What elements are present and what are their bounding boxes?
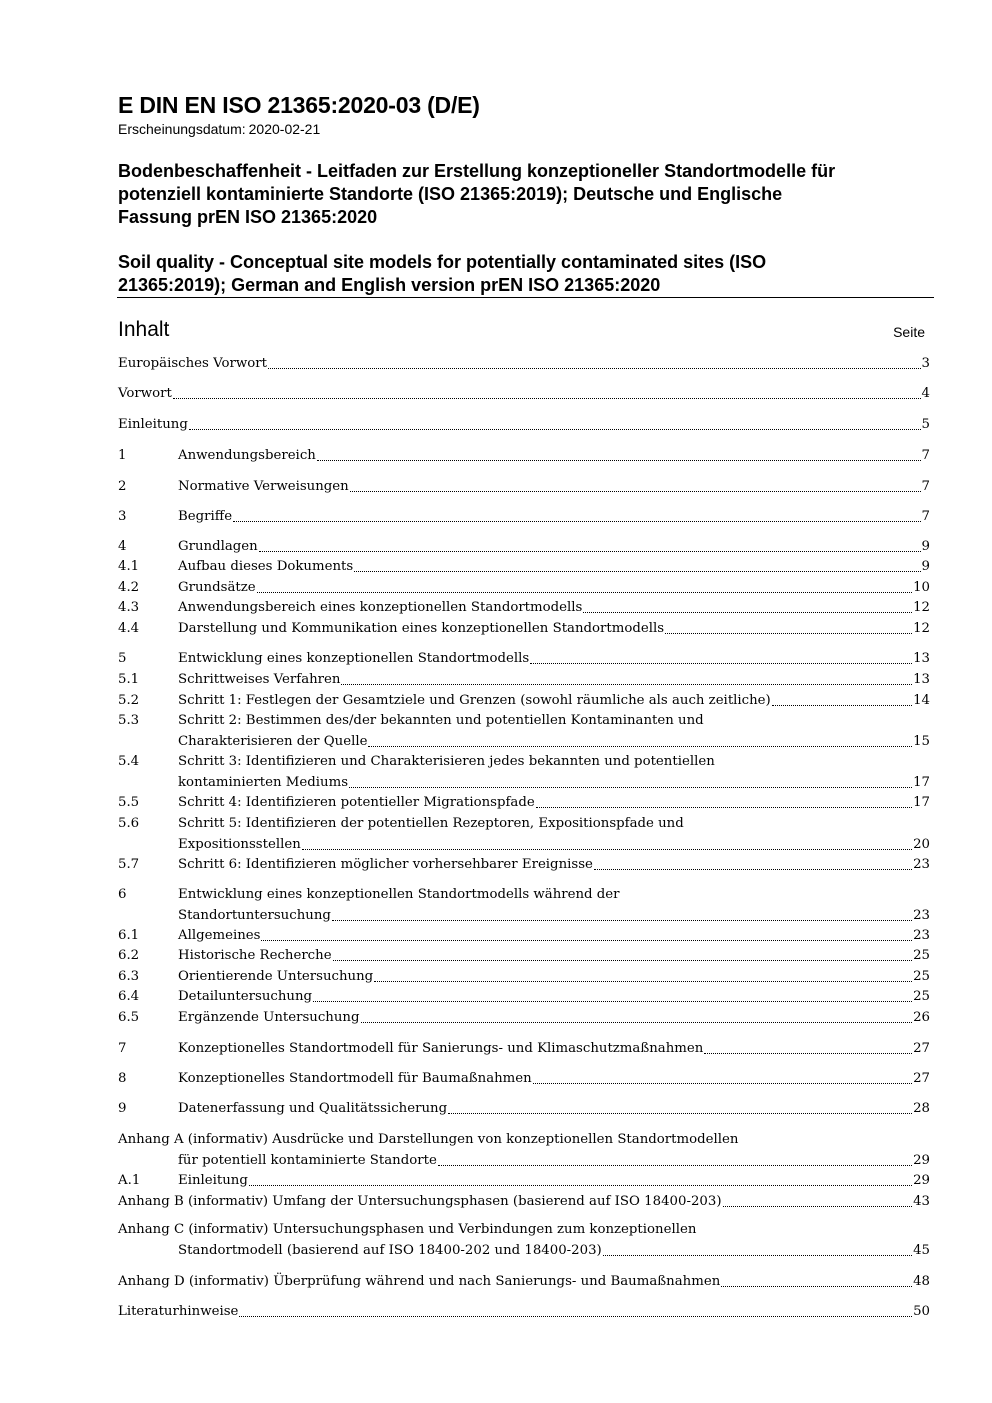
toc-dot-leader — [354, 552, 920, 572]
toc-dot-leader — [536, 788, 912, 808]
toc-entry-title: Standortmodell (basierend auf ISO 18400-202 und 18400-203) — [178, 1243, 602, 1258]
toc-entry-number: 6.4 — [118, 989, 140, 1004]
toc-entry-title: Vorwort — [118, 386, 172, 401]
toc-entry-title: Schritt 6: Identifizieren möglicher vorhersehbarer Ereignisse — [178, 857, 593, 872]
toc-dot-leader — [259, 532, 921, 552]
toc-entry-number: 5.4 — [118, 754, 140, 769]
toc-entry-page: 7 — [921, 448, 930, 463]
toc-entry-page: 9 — [921, 559, 930, 574]
toc-dot-leader — [704, 1034, 912, 1054]
toc-entry[interactable] — [118, 354, 930, 374]
toc-entry-page: 28 — [913, 1101, 930, 1116]
toc-entry-page: 23 — [913, 928, 930, 943]
toc-entry-number: 6 — [118, 887, 127, 902]
toc-entry-page: 12 — [913, 621, 930, 636]
toc-entry-title: Grundlagen — [178, 539, 258, 554]
toc-entry-title: Detailuntersuchung — [178, 989, 313, 1004]
toc-entry[interactable] — [118, 384, 930, 404]
toc-dot-leader — [603, 1236, 912, 1256]
toc-dot-leader — [173, 379, 921, 399]
toc-entry-title: Einleitung — [178, 1173, 248, 1188]
toc-dot-leader — [533, 1064, 912, 1084]
toc-dot-leader — [313, 982, 912, 1002]
toc-entry[interactable] — [118, 1008, 930, 1028]
toc-entry-number: 5.3 — [118, 713, 140, 728]
toc-entry-title: Schritt 2: Bestimmen des/der bekannten und potentiellen Kontaminanten und — [178, 713, 704, 728]
toc-entry-page: 45 — [913, 1243, 930, 1258]
toc-entry-page: 27 — [913, 1071, 930, 1086]
toc-entry-number: 5.5 — [118, 795, 140, 810]
toc-heading: Inhalt — [118, 318, 170, 341]
toc-entry-title: Expositionsstellen — [178, 837, 301, 852]
toc-entry-number: 9 — [118, 1101, 127, 1116]
toc-dot-leader — [317, 441, 921, 461]
toc-entry-title: Anhang B (informativ) Umfang der Untersuchungsphasen (basierend auf ISO 18400-203) — [118, 1194, 722, 1209]
toc-dot-leader — [268, 349, 921, 369]
toc-entry[interactable] — [118, 446, 930, 466]
toc-entry-title: Anhang A (informativ) Ausdrücke und Darstellungen von konzeptionellen Standortmodellen — [118, 1132, 739, 1147]
toc-entry-page: 7 — [921, 509, 930, 524]
title-german-line: potenziell kontaminierte Standorte (ISO 21365:2019); Deutsche und Englische — [118, 184, 783, 204]
toc-entry-page: 14 — [913, 693, 930, 708]
toc-entry-title: Standortuntersuchung — [178, 908, 331, 923]
toc-entry[interactable] — [118, 1241, 930, 1261]
toc-entry-title: Schrittweises Verfahren — [178, 672, 341, 687]
toc-entry[interactable] — [118, 1039, 930, 1059]
standard-number: E DIN EN ISO 21365:2020-03 (D/E) — [118, 92, 480, 118]
toc-entry-title: kontaminierten Mediums — [178, 775, 349, 790]
toc-dot-leader — [257, 573, 912, 593]
toc-entry-number: 5 — [118, 651, 127, 666]
toc-dot-leader — [233, 502, 920, 522]
toc-entry[interactable] — [118, 855, 930, 875]
toc-dot-leader — [721, 1267, 912, 1287]
toc-entry-title: Grundsätze — [178, 580, 256, 595]
toc-dot-leader — [189, 410, 921, 430]
toc-entry-number: 8 — [118, 1071, 127, 1086]
toc-entry[interactable] — [118, 1099, 930, 1119]
toc-entry-page: 29 — [913, 1153, 930, 1168]
toc-entry-title: Schritt 4: Identifizieren potentieller Migrationspfade — [178, 795, 535, 810]
toc-entry-title: Schritt 3: Identifizieren und Charakterisieren jedes bekannten und potentiellen — [178, 754, 715, 769]
toc-entry-page: 20 — [913, 837, 930, 852]
toc-entry-number: 6.5 — [118, 1010, 140, 1025]
toc-dot-leader — [368, 727, 912, 747]
toc-entry[interactable] — [118, 619, 930, 639]
toc-entry-page: 50 — [913, 1304, 930, 1319]
toc-entry-number: 4.4 — [118, 621, 140, 636]
toc-dot-leader — [361, 1003, 913, 1023]
publication-date-label: Erscheinungsdatum: — [118, 121, 246, 137]
toc-dot-leader — [772, 686, 912, 706]
toc-entry-title: Anhang D (informativ) Überprüfung während und nach Sanierungs- und Baumaßnahmen — [118, 1274, 721, 1289]
toc-entry-number: 2 — [118, 479, 127, 494]
toc-entry-title: Datenerfassung und Qualitätssicherung — [178, 1101, 448, 1116]
toc-entry-page: 13 — [913, 672, 930, 687]
toc-entry-number: A.1 — [118, 1173, 141, 1188]
toc-dot-leader — [332, 901, 912, 921]
toc-entry-title: für potentiell kontaminierte Standorte — [178, 1153, 437, 1168]
toc-dot-leader — [350, 472, 921, 492]
toc-entry-page: 48 — [913, 1274, 930, 1289]
title-english-line: Soil quality - Conceptual site models for potentially contaminated sites (ISO — [118, 252, 767, 272]
toc-entry-page: 17 — [913, 795, 930, 810]
toc-entry[interactable] — [118, 1302, 930, 1322]
toc-entry-page: 17 — [913, 775, 930, 790]
toc-entry-page: 4 — [921, 386, 930, 401]
toc-entry-number: 3 — [118, 509, 127, 524]
toc-entry-title: Begriffe — [178, 509, 233, 524]
toc-entry-title: Konzeptionelles Standortmodell für Baumaßnahmen — [178, 1071, 532, 1086]
toc-entry-title: Entwicklung eines konzeptionellen Standortmodells — [178, 651, 530, 666]
toc-dot-leader — [341, 665, 912, 685]
toc-entry-title: Darstellung und Kommunikation eines konzeptionellen Standortmodells — [178, 621, 665, 636]
toc-entry[interactable] — [118, 415, 930, 435]
toc-entry-page: 5 — [921, 417, 930, 432]
toc-page-label: Seite — [893, 324, 925, 340]
toc-entry-title: Anwendungsbereich eines konzeptionellen Standortmodells — [178, 600, 583, 615]
toc-entry-page: 7 — [921, 479, 930, 494]
toc-entry-page: 25 — [913, 969, 930, 984]
toc-entry-page: 25 — [913, 948, 930, 963]
toc-entry-number: 6.1 — [118, 928, 140, 943]
publication-date-value: 2020-02-21 — [248, 121, 321, 137]
toc-entry-number: 4.3 — [118, 600, 140, 615]
toc-entry-title: Europäisches Vorwort — [118, 356, 267, 371]
toc-entry-page: 26 — [913, 1010, 930, 1025]
toc-entry-title: Entwicklung eines konzeptionellen Standortmodells während der — [178, 887, 620, 902]
toc-entry-number: 1 — [118, 448, 127, 463]
toc-entry-page: 29 — [913, 1173, 930, 1188]
toc-entry-title: Schritt 5: Identifizieren der potentiellen Rezeptoren, Expositionspfade und — [178, 816, 684, 831]
toc-dot-leader — [239, 1297, 912, 1317]
toc-dot-leader — [723, 1187, 913, 1207]
toc-entry-page: 25 — [913, 989, 930, 1004]
toc-dot-leader — [530, 644, 912, 664]
toc-entry-page: 12 — [913, 600, 930, 615]
toc-entry[interactable] — [118, 507, 930, 527]
toc-entry-page: 9 — [921, 539, 930, 554]
toc-dot-leader — [448, 1094, 912, 1114]
toc-entry-title: Schritt 1: Festlegen der Gesamtziele und Grenzen (sowohl räumliche als auch zeitliche) — [178, 693, 771, 708]
toc-entry-title: Literaturhinweise — [118, 1304, 239, 1319]
title-german-line: Bodenbeschaffenheit - Leitfaden zur Erstellung konzeptioneller Standortmodelle für — [118, 161, 836, 181]
toc-entry-page: 3 — [921, 356, 930, 371]
toc-entry-number: 7 — [118, 1041, 127, 1056]
toc-entry[interactable] — [118, 732, 930, 752]
toc-entry-page: 15 — [913, 734, 930, 749]
toc-entry-title: Anhang C (informativ) Untersuchungsphasen und Verbindungen zum konzeptionellen — [118, 1222, 697, 1237]
toc-entry[interactable] — [118, 477, 930, 497]
toc-entry-title: Normative Verweisungen — [178, 479, 349, 494]
toc-entry-number: 4.2 — [118, 580, 140, 595]
toc-entry-number: 4 — [118, 539, 127, 554]
toc-dot-leader — [261, 921, 912, 941]
toc-dot-leader — [665, 614, 912, 634]
toc-entry-number: 5.2 — [118, 693, 140, 708]
toc-entry[interactable] — [118, 793, 930, 813]
title-german-line: Fassung prEN ISO 21365:2020 — [118, 207, 378, 227]
toc-entry[interactable] — [118, 1069, 930, 1089]
toc-entry-page: 23 — [913, 857, 930, 872]
toc-entry-title: Ergänzende Untersuchung — [178, 1010, 360, 1025]
toc-entry-page: 27 — [913, 1041, 930, 1056]
toc-entry-title: Orientierende Untersuchung — [178, 969, 374, 984]
toc-entry-page: 23 — [913, 908, 930, 923]
toc-entry[interactable] — [118, 1272, 930, 1292]
toc-entry-title: Aufbau dieses Dokuments — [178, 559, 354, 574]
toc-entry-title: Einleitung — [118, 417, 188, 432]
toc-entry-number: 6.3 — [118, 969, 140, 984]
toc-dot-leader — [333, 941, 913, 961]
toc-dot-leader — [302, 830, 912, 850]
toc-entry-page: 43 — [913, 1194, 930, 1209]
toc-entry-title: Konzeptionelles Standortmodell für Sanierungs- und Klimaschutzmaßnahmen — [178, 1041, 704, 1056]
toc-dot-leader — [438, 1146, 912, 1166]
toc-entry-number: 6.2 — [118, 948, 140, 963]
toc-entry[interactable] — [118, 691, 930, 711]
toc-dot-leader — [374, 962, 912, 982]
toc-entry-title: Historische Recherche — [178, 948, 332, 963]
toc-entry-title: Anwendungsbereich — [178, 448, 316, 463]
toc-entry-number: 5.1 — [118, 672, 140, 687]
toc-entry-title: Allgemeines — [178, 928, 261, 943]
toc-dot-leader — [583, 593, 912, 613]
title-english-line: 21365:2019); German and English version prEN ISO 21365:2020 — [118, 275, 661, 295]
toc-dot-leader — [249, 1166, 912, 1186]
toc-entry[interactable] — [118, 1192, 930, 1212]
toc-entry-title: Charakterisieren der Quelle — [178, 734, 368, 749]
toc-entry-page: 10 — [913, 580, 930, 595]
toc-dot-leader — [594, 850, 912, 870]
toc-entry-page: 13 — [913, 651, 930, 666]
toc-entry-number: 5.7 — [118, 857, 140, 872]
toc-dot-leader — [349, 768, 912, 788]
toc-entry-number: 5.6 — [118, 816, 140, 831]
toc-entry-number: 4.1 — [118, 559, 140, 574]
